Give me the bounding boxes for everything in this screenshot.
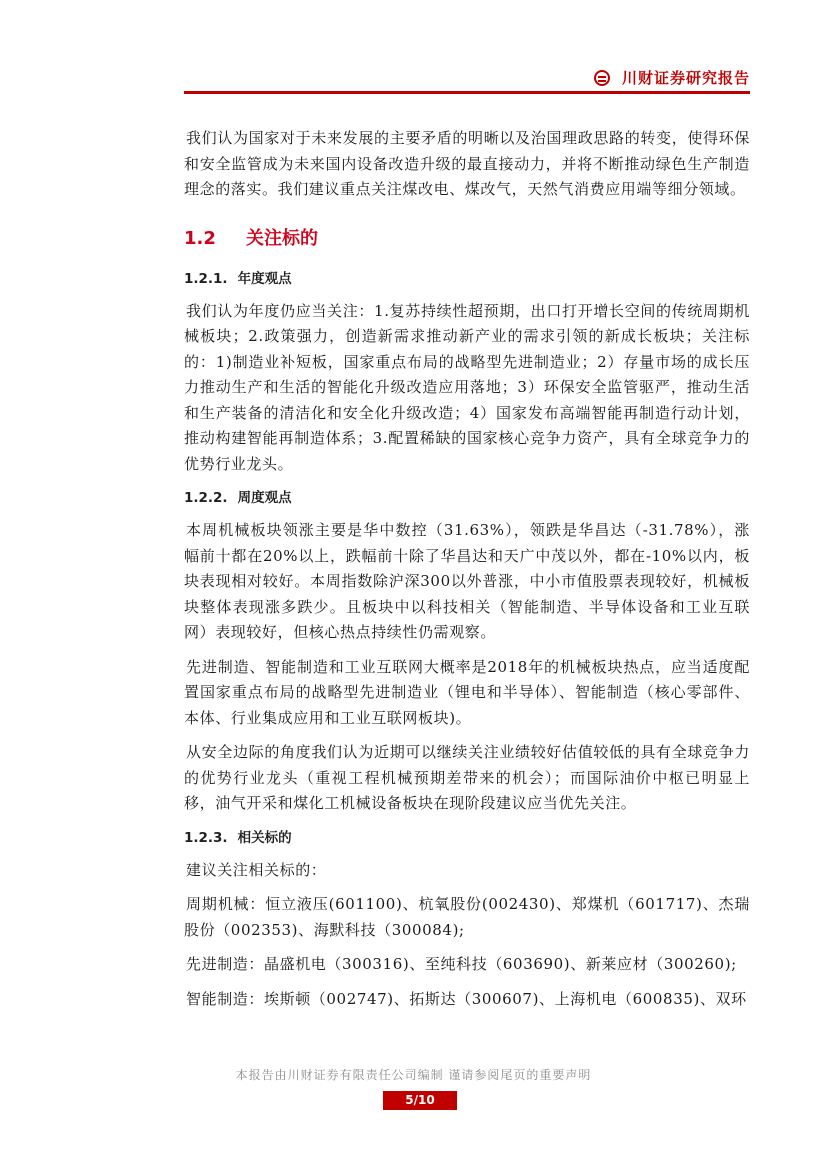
footer-disclaimer: 本报告由川财证券有限责任公司编制 谨请参阅尾页的重要声明 [235,1068,592,1082]
header-rule [184,91,750,94]
chuancai-logo-icon [594,70,610,86]
targets-smart-manufacturing: 智能制造：埃斯顿（002747)、拓斯达（300607)、上海机电（600835)、双环 [186,989,747,1008]
page-number: 5/10 [383,1091,457,1110]
targets-cyclical: 周期机械：恒立液压(601100)、杭氧股份(002430)、郑煤机（601717)、杰瑞股份（002353)、海默科技（300084); [184,895,750,939]
section-number: 1.2 [184,227,216,249]
subsection-heading-weekly [184,486,750,510]
subsection-title: 周度观点 [237,490,292,506]
subsection-number: 1.2.3. [184,829,228,846]
brand-title: 川财证券研究报告 [621,69,750,87]
subsection-title: 年度观点 [237,270,292,287]
targets-lead: 建议关注相关标的： [186,860,327,879]
subsection-heading-targets [184,826,750,850]
report-body [184,126,750,1012]
subsection-title: 相关标的 [237,829,292,846]
section-title: 关注标的 [246,227,318,249]
subsection-heading-annual [184,267,750,291]
weekly-view-paragraph-2: 先进制造、智能制造和工业互联网大概率是2018年的机械板块热点，应当适度配置国家重点布局的战略型先进制造业（锂电和半导体）、智能制造（核心零部件、本体、行业集成应用和工业互联网板块)。 [184,657,750,727]
weekly-view-paragraph-3: 从安全边际的角度我们认为近期可以继续关注业绩较好估值较低的具有全球竞争力的优势行业龙头（重视工程机械预期差带来的机会）；而国际油价中枢已明显上移，油气开采和煤化工机械设备板块在现阶段建议应当优先关注。 [184,743,750,812]
targets-advanced-manufacturing: 先进制造：晶盛机电（300316)、至纯科技（603690)、新莱应材（300260); [186,955,737,973]
annual-view-paragraph: 我们认为年度仍应当关注：1.复苏持续性超预期，出口打开增长空间的传统周期机械板块；2.政策强力，创造新需求推动新产业的需求引领的新成长板块；关注标的：1)制造业补短板，国家重点布局的战略型先进制造业；2）存量市场的成长压力推动生产和生活的智能化升级改造应用落地；3）环保安全监管驱严，推动生活和生产装备的清洁化和安全化升级改造；4）国家发布高端智能再制造行动计划，推动构建智能再制造体系；3.配置稀缺的国家核心竞争力资产，具有全球竞争力的优势行业龙头。 [184,301,750,473]
section-heading [184,227,750,251]
brand [594,67,750,88]
intro-paragraph: 我们认为国家对于未来发展的主要矛盾的明晰以及治国理政思路的转变，使得环保和安全监管成为未来国内设备改造升级的最直接动力，并将不断推动绿色生产制造理念的落实。我们建议重点关注煤改电、煤改气，天然气消费应用端等细分领域。 [184,129,750,198]
subsection-number: 1.2.1. [184,270,228,287]
report-header [184,64,750,94]
weekly-view-paragraph-1: 本周机械板块领涨主要是华中数控（31.63%），领跌是华昌达（-31.78%），涨幅前十都在20%以上，跌幅前十除了华昌达和天广中茂以外，都在-10%以内，板块表现相对较好。本周指数除沪深300以外普涨，中小市值股票表现较好，机械板块整体表现涨多跌少。且板块中以科技相关（智能制造、半导体设备和工业互联网）表现较好，但核心热点持续性仍需观察。 [184,521,750,641]
subsection-number: 1.2.2. [184,490,228,506]
